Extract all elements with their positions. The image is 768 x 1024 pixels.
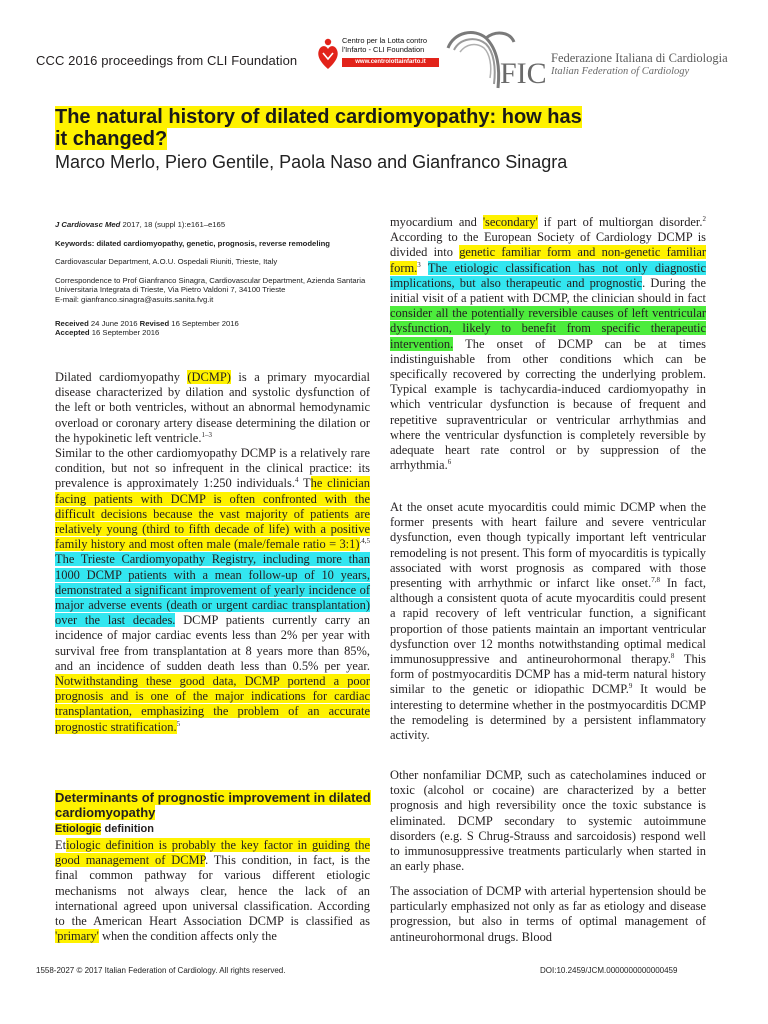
paragraph-text: if part of multiorgan disorder. bbox=[537, 215, 703, 229]
paragraph-text: DCMP patients currently carry an incidence of major cardiac events less than 2% per year with survival free from transplantation at 8 years more than 85%, and an incidence of sudden death less than 0.5% per year. bbox=[55, 613, 370, 673]
paragraph-text: The onset of DCMP can be at times indistinguishable from other conditions which can be specifically recovered by correcting the underlying problem. Typical example is tachycardia-induced cardiomyopathy in which ventricular dysfunction is because of frequent and repetitive supraventricular or ventricular arrhythmias and where the ventricular dysfunction is completely reversible by adequate heart rate control or by suppression of the arrhythmia. bbox=[390, 336, 706, 473]
highlighted-text: he clinician facing patients with DCMP is often confronted with the difficult decisions because the vast majority of patients are relatively young (third to fifth decade of life) with a positive family history and most often male (male/female ratio = 3:1) bbox=[55, 476, 370, 552]
paragraph-text: The association of DCMP with arterial hypertension should be particularly emphasized not only as far as etiology and disease progression, but also in terms of optimal management of antineurohormonal drugs. Blood bbox=[390, 884, 706, 944]
revised-label: Revised bbox=[139, 318, 170, 328]
fic-abbrev: FIC bbox=[500, 57, 547, 90]
paragraph-text: Et bbox=[55, 838, 67, 852]
body-paragraph bbox=[390, 500, 706, 743]
paragraph-text: It would be interesting to determine whether in the postmyocarditis DCMP the remodeling is determined by a persistent inflammatory activity. bbox=[390, 682, 706, 743]
body-paragraph bbox=[55, 838, 370, 944]
article-title bbox=[55, 106, 655, 150]
body-paragraph bbox=[55, 446, 370, 735]
reference-superscript: 6 bbox=[447, 458, 452, 467]
accepted-label: Accepted bbox=[55, 328, 90, 338]
reference-superscript: 1–3 bbox=[201, 430, 212, 439]
fic-name-italian: Federazione Italiana di Cardiologia bbox=[551, 51, 728, 65]
cli-foundation-logo bbox=[317, 34, 439, 74]
highlighted-text: genetic familiar form and non-genetic familiar form. bbox=[390, 245, 706, 275]
reference-superscript: .4,5 bbox=[359, 537, 370, 546]
section-heading-text: Determinants of prognostic improvement in dilated cardiomyopathy bbox=[55, 790, 371, 820]
paragraph-text: At the onset acute myocarditis could mimic DCMP when the former presents with heart failure and severe ventricular dysfunction, even though typically important left ventricular remodeling is not present. This form of myocarditis is typically associated with worst prognosis as compared with those presenting with arrhythmic or infarct like onset. bbox=[390, 500, 706, 591]
reference-superscript: 7,8 bbox=[651, 575, 660, 584]
cli-url: www.centrolottainfarto.it bbox=[342, 58, 439, 67]
highlighted-text: (DCMP) bbox=[187, 370, 231, 384]
article-authors: Marco Merlo, Piero Gentile, Paola Naso and Gianfranco Sinagra bbox=[55, 152, 568, 172]
body-paragraph bbox=[390, 215, 706, 473]
title-line-1: The natural history of dilated cardiomyopathy: how has bbox=[55, 106, 582, 128]
revised-date: 16 September 2016 bbox=[171, 318, 239, 328]
paragraph-text: when the condition affects only the bbox=[98, 929, 277, 944]
cli-name-line1: Centro per la Lotta contro bbox=[342, 36, 428, 45]
affiliation: Cardiovascular Department, A.O.U. Ospedali Riuniti, Trieste, Italy bbox=[55, 257, 278, 267]
journal-abbrev: J Cardiovasc Med bbox=[55, 220, 121, 229]
paragraph-text: . This condition, in fact, is the final common pathway for various different etiologic mechanisms not always clear, hence the lack of an international agreed upon universal classification. According to the American Heart Association DCMP is classified as bbox=[55, 853, 371, 929]
body-paragraph bbox=[390, 884, 706, 945]
reference-superscript: 3 bbox=[417, 260, 421, 269]
paragraph-text: T bbox=[298, 476, 311, 491]
reference-superscript: 8 bbox=[670, 651, 675, 660]
highlighted-text: iologic definition is probably the key factor in guiding the good management of DCMP bbox=[55, 838, 370, 868]
paragraph-text: is a primary myocardial disease characterized by dilation and systolic dysfunction of the left or both ventricles, without an abnormal hemodynamic overload or coronary artery disease determining the dilation or the hypokinetic left ventricle. bbox=[55, 370, 370, 445]
paragraph-text: Similar to the other cardiomyopathy DCMP is a relatively rare condition, but not so infrequent in the clinical practice: its prevalence is approximately 1:250 individuals. bbox=[55, 446, 370, 491]
dates bbox=[55, 319, 375, 338]
email: E-mail: gianfranco.sinagra@asuits.sanita.fvg.it bbox=[55, 294, 214, 304]
paragraph-text: According to the European Society of Cardiology DCMP is divided into bbox=[390, 230, 706, 260]
subsection-heading bbox=[55, 823, 154, 835]
keywords-line bbox=[55, 239, 375, 249]
copyright-footer: 1558-2027 © 2017 Italian Federation of Cardiology. All rights reserved. bbox=[36, 966, 286, 975]
body-paragraph bbox=[55, 370, 370, 446]
paragraph-text: . During the initial visit of a patient with DCMP, the clinician should in fact bbox=[390, 275, 706, 306]
heart-figure-icon bbox=[317, 37, 339, 71]
reference-superscript: 2 bbox=[702, 214, 706, 223]
highlighted-text: The Trieste Cardiomyopathy Registry, including more than 1000 DCMP patients with a mean follow-up of 10 years, demonstrated a significant improvement of yearly incidence of major adverse events (death or urgent cardiac transplantation) over the last decades. bbox=[55, 552, 370, 628]
title-line-2: it changed? bbox=[55, 128, 168, 150]
citation-line bbox=[55, 220, 375, 230]
article-metadata bbox=[55, 220, 375, 347]
paragraph-text: myocardium and bbox=[390, 215, 483, 229]
subsection-heading-rest: definition bbox=[101, 823, 154, 835]
correspondence: Correspondence to Prof Gianfranco Sinagra, Cardiovascular Department, Azienda Santaria Universitaria Integrata di Trieste, Via Pietro Valdoni 7, 34100 Trieste bbox=[55, 275, 366, 295]
body-paragraph bbox=[390, 768, 706, 874]
reference-superscript: 9 bbox=[628, 682, 633, 691]
received-label: Received bbox=[55, 318, 89, 328]
highlighted-text: Notwithstanding these good data, DCMP portend a poor prognosis and is one of the major indications for cardiac transplantation, emphasizing the problem of an accurate prognostic stratification. bbox=[55, 674, 370, 734]
section-heading bbox=[55, 790, 375, 820]
highlighted-text: 'primary' bbox=[55, 929, 99, 944]
subsection-heading-highlighted: Etiologic bbox=[55, 823, 102, 835]
paragraph-text: Other nonfamiliar DCMP, such as catecholamines induced or toxic (alcohol or cocaine) are characterized by a better prognosis and high reversibility once the toxic substance is eliminated. DCMP secondary to systemic autoimmune disorders (e.g. S Chrug-Strauss and sarcoidosis) respond well to immunosuppressive treatments particularly when started in an early phase. bbox=[390, 768, 706, 874]
paragraph-text: This form of postmyocarditis DCMP has a mid-term natural history similar to the genetic or idiopathic DCMP. bbox=[390, 652, 706, 697]
keywords: dilated cardiomyopathy, genetic, prognosis, reverse remodeling bbox=[96, 238, 330, 248]
cli-foundation-name bbox=[342, 37, 427, 54]
fic-heart-swoosh-icon bbox=[440, 28, 550, 98]
doi-footer: DOI:10.2459/JCM.0000000000000459 bbox=[540, 966, 678, 975]
highlighted-text: consider all the potentially reversible causes of left ventricular dysfunction, likely to benefit from specific therapeutic intervention. bbox=[390, 306, 706, 351]
accepted-date: 16 September 2016 bbox=[91, 328, 160, 338]
cli-name-line2: l'Infarto - CLI Foundation bbox=[342, 44, 425, 54]
received-date: 24 June 2016 bbox=[90, 318, 138, 328]
keywords-label: Keywords: bbox=[55, 238, 95, 248]
citation: 2017, 18 (suppl 1):e161–e165 bbox=[122, 220, 226, 229]
paragraph-text: Dilated cardiomyopathy bbox=[55, 370, 188, 384]
reference-superscript: 4 bbox=[294, 476, 299, 485]
fic-name-english: Italian Federation of Cardiology bbox=[551, 66, 690, 77]
highlighted-text: The etiologic classification has not only diagnostic implications, but also therapeutic and prognostic bbox=[390, 260, 707, 290]
paragraph-text: In fact, although a consistent quota of acute myocarditis could present a rapid recovery of left ventricular function, a significant proportion of those patients maintain an important ventricular dysfunction over 12 months notwithstanding optimal medical immunosuppressive and antineurohormonal therapy. bbox=[390, 576, 706, 667]
journal-header-line: CCC 2016 proceedings from CLI Foundation bbox=[36, 53, 298, 68]
reference-superscript: 5 bbox=[176, 719, 181, 728]
paragraph-text bbox=[421, 261, 428, 275]
highlighted-text: 'secondary' bbox=[482, 215, 538, 229]
